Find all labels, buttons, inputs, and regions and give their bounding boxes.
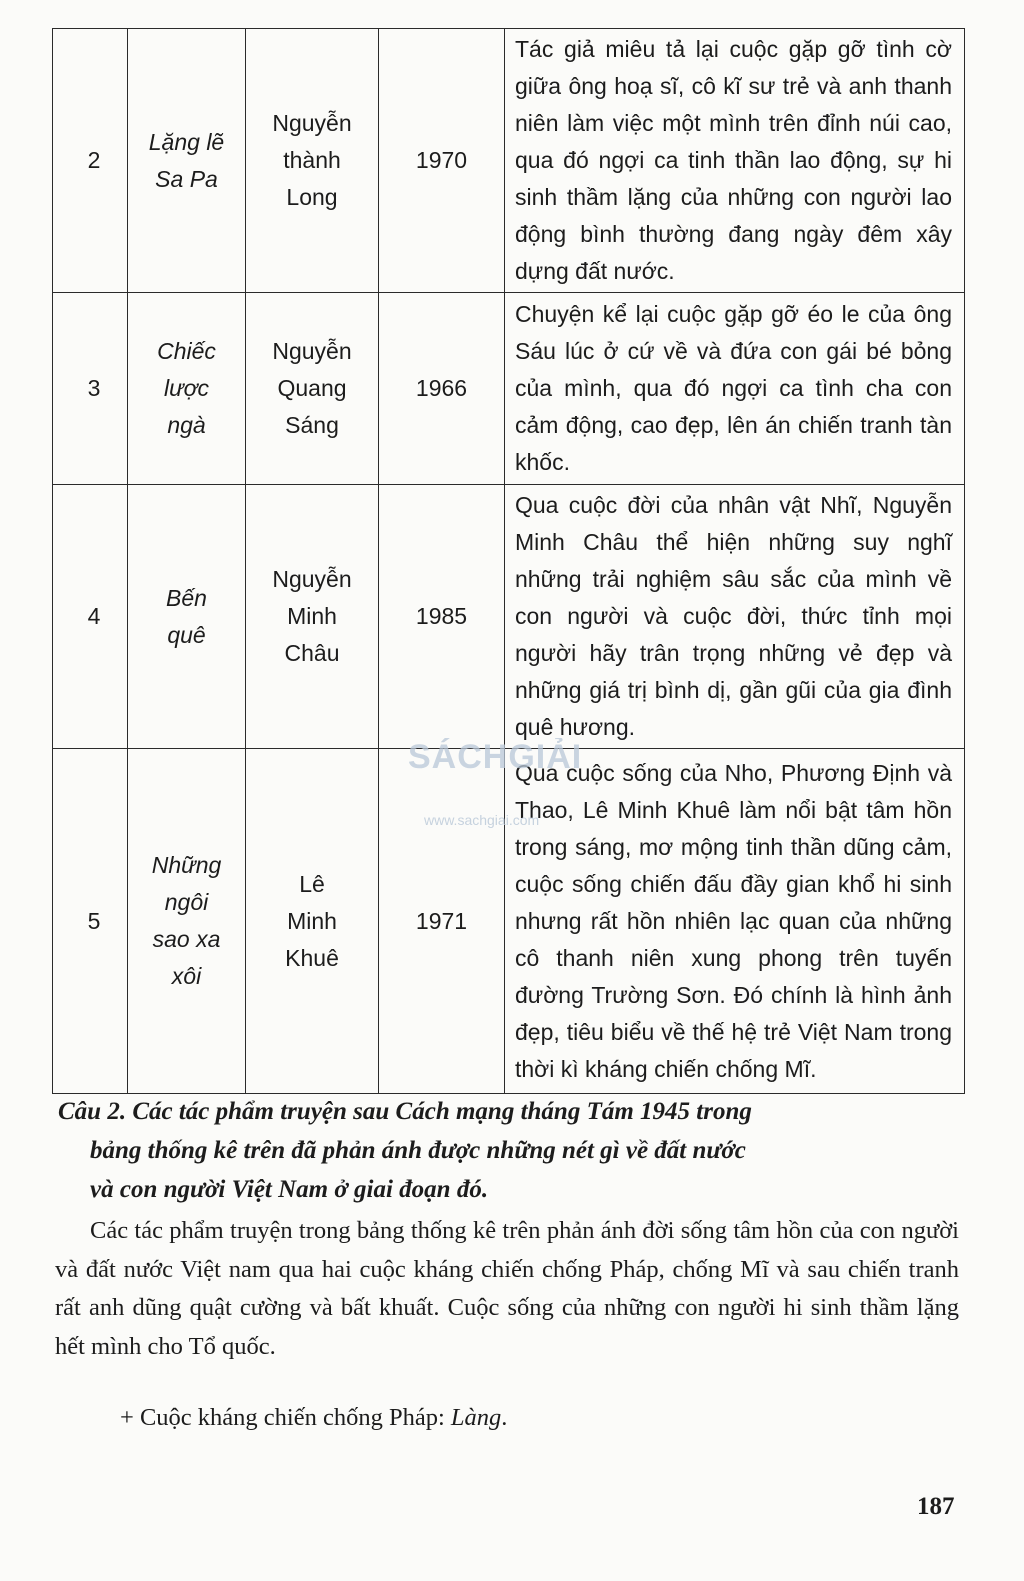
work-year: 1966 (379, 293, 505, 485)
work-author (246, 485, 379, 749)
work-author (246, 29, 379, 293)
table-row (53, 29, 965, 293)
author-line: Nguyễn (272, 338, 352, 364)
answer-text: Các tác phẩm truyện trong bảng thống kê trên phản ánh đời sống tâm hồn của con người và đất nước Việt nam qua hai cuộc kháng chiến chống Pháp, chống Mĩ và sau chiến tranh rất anh dũng quật cường và bất khuất. Cuộc sống của những con người hi sinh thầm lặng hết mình cho Tổ quốc. (55, 1217, 959, 1360)
title-line: ngà (167, 412, 206, 438)
works-table (52, 28, 965, 1094)
title-line: ngôi (164, 889, 209, 915)
title-line: sao xa (152, 926, 221, 952)
author-line: Châu (284, 640, 340, 666)
author-line: Quang (277, 375, 347, 401)
row-number: 3 (53, 293, 128, 485)
title-line: Lặng lẽ (148, 128, 225, 155)
title-line: quê (167, 621, 206, 648)
bullet-work: Làng (450, 1404, 502, 1431)
row-number: 2 (53, 29, 128, 293)
work-year: 1970 (379, 29, 505, 293)
author-line: Minh (287, 603, 337, 629)
title-line: Những (151, 852, 222, 878)
table-row (53, 485, 965, 749)
author-line: Nguyễn (272, 566, 352, 592)
work-title (128, 29, 246, 293)
author-line: Khuê (285, 944, 339, 971)
work-year: 1985 (379, 485, 505, 749)
work-title (128, 749, 246, 1094)
bullet-item (120, 1404, 507, 1432)
title-line: lược (163, 375, 210, 401)
bullet-text: + Cuộc kháng chiến chống Pháp: (120, 1404, 451, 1431)
watermark-url: www.sachgiai.com (424, 812, 540, 828)
question-heading (58, 1092, 960, 1209)
author-line: Lê (299, 870, 325, 897)
watermark-logo: SÁCHGIẢI (408, 738, 583, 776)
question-line: Câu 2. Các tác phẩm truyện sau Cách mạng tháng Tám 1945 trong (58, 1098, 752, 1125)
title-line: Sa Pa (155, 165, 218, 192)
work-description: Tác giả miêu tả lại cuộc gặp gỡ tình cờ giữa ông hoạ sĩ, cô kĩ sư trẻ và anh thanh niên làm việc một mình trên đỉnh núi cao, qua đó ngợi ca tinh thần lao động, sự hi sinh thầm lặng của những con người lao động bình thường đang ngày đêm xây dựng đất nước. (505, 29, 965, 293)
row-number: 5 (53, 749, 128, 1094)
author-line: Minh (287, 907, 337, 934)
work-author (246, 293, 379, 485)
work-title (128, 293, 246, 485)
question-line: và con người Việt Nam ở giai đoạn đó. (90, 1176, 489, 1203)
work-description: Qua cuộc đời của nhân vật Nhĩ, Nguyễn Minh Châu thể hiện những suy nghĩ những trải nghiệm sâu sắc của mình về con người và cuộc đời, thức tỉnh mọi người hãy trân trọng những vẻ đẹp và những giá trị bình dị, gần gũi của gia đình quê hương. (505, 485, 965, 749)
title-line: Bến (166, 584, 207, 611)
author-line: Long (286, 184, 338, 210)
bullet-suffix: . (501, 1404, 508, 1431)
author-line: Nguyễn (272, 110, 352, 136)
work-description: Qua cuộc sống của Nho, Phương Định và Thao, Lê Minh Khuê làm nổi bật tâm hồn trong sáng, mơ mộng tinh thần dũng cảm, cuộc sống chiến đấu đầy gian khổ hi sinh nhưng rất hồn nhiên lạc quan của những cô thanh niên xung phong trên tuyến đường Trường Sơn. Đó chính là hình ảnh đẹp, tiêu biểu về thế hệ trẻ Việt Nam trong thời kì kháng chiến chống Mĩ. (505, 749, 965, 1094)
work-year: 1971 (379, 749, 505, 1094)
author-line: thành (283, 147, 341, 173)
page-number: 187 (917, 1493, 955, 1520)
work-description: Chuyện kể lại cuộc gặp gỡ éo le của ông Sáu lúc ở cứ về và đứa con gái bé bỏng của mình, qua đó ngợi ca tình cha con cảm động, cao đẹp, lên án chiến tranh tàn khốc. (505, 293, 965, 485)
table-row (53, 293, 965, 485)
question-line: bảng thống kê trên đã phản ánh được những nét gì về đất nước (90, 1137, 746, 1164)
author-line: Sáng (285, 412, 339, 438)
answer-paragraph (55, 1212, 959, 1366)
title-line: xôi (171, 963, 202, 989)
table-row (53, 749, 965, 1094)
row-number: 4 (53, 485, 128, 749)
work-title (128, 485, 246, 749)
work-author (246, 749, 379, 1094)
title-line: Chiếc (157, 338, 216, 364)
